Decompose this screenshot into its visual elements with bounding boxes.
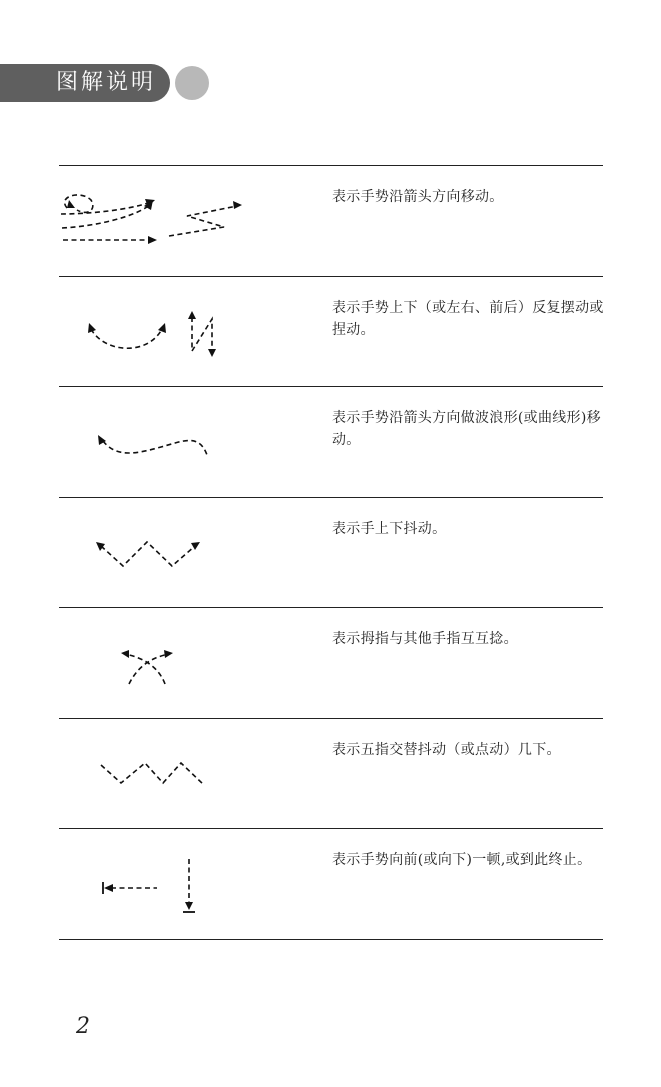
legend-row-7 [59, 829, 603, 939]
legend-row-3 [59, 387, 603, 497]
shake-zigzag-arrow-icon [59, 498, 319, 608]
legend-text-4: 表示手上下抖动。 [332, 521, 447, 537]
stop-arrows-icon [59, 829, 319, 939]
section-title: 图解说明 [56, 70, 157, 95]
legend-row-5 [59, 608, 603, 718]
legend-text-6: 表示五指交替抖动（或点动）几下。 [332, 742, 561, 758]
legend-row-1 [59, 166, 603, 276]
banner-circle-decoration [175, 66, 209, 100]
legend-text-1: 表示手势沿箭头方向移动。 [332, 189, 504, 205]
legend-text-5: 表示拇指与其他手指互互捻。 [332, 631, 518, 647]
five-finger-zigzag-icon [59, 719, 319, 829]
legend-text-3: 表示手势沿箭头方向做波浪形(或曲线形)移动。 [332, 410, 601, 448]
wave-arrow-icon [59, 387, 319, 497]
divider-line [59, 939, 603, 940]
section-banner [0, 64, 170, 102]
legend-row-2 [59, 277, 603, 387]
page-number: 2 [76, 1014, 90, 1039]
legend-row-6 [59, 719, 603, 829]
thumb-rub-arrows-icon [59, 608, 319, 718]
move-direction-arrows-icon [59, 166, 319, 276]
legend-text-2: 表示手势上下（或左右、前后）反复摆动或捏动。 [332, 300, 604, 338]
swing-back-forth-arrows-icon [59, 277, 319, 387]
legend-text-7: 表示手势向前(或向下)一顿,或到此终止。 [332, 852, 592, 868]
legend-row-4 [59, 498, 603, 608]
